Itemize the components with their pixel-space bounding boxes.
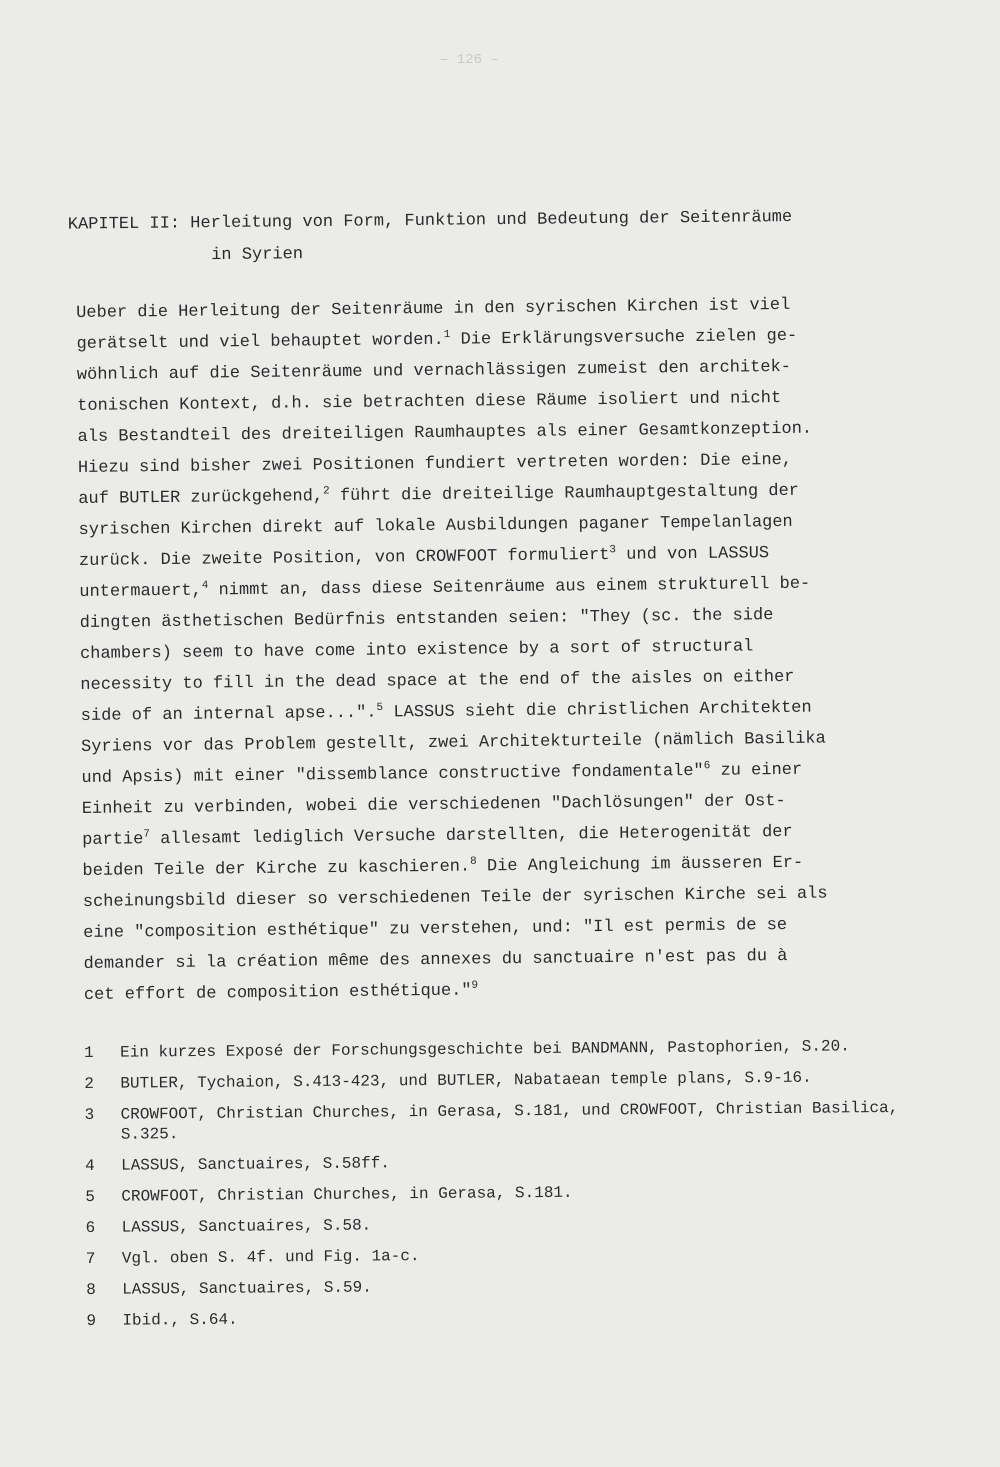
body-text-segment: Syriens vor das Problem gestellt, zwei Architekturteile (nämlich Basilika [80, 729, 826, 757]
page-number: – 126 – [440, 52, 499, 68]
footnote-number: 7 [85, 1249, 96, 1268]
footnote-number: 5 [85, 1187, 96, 1206]
body-text-segment: als Bestandteil des dreiteiligen Raumhauptes als einer Gesamtkonzeption. [77, 419, 813, 447]
footnote-item [85, 1097, 965, 1145]
footnote-text: LASSUS, Sanctuaires, S.58ff. [120, 1154, 390, 1175]
footnote-number: 4 [84, 1156, 95, 1175]
body-text-segment: untermauert, [79, 581, 202, 602]
chapter-heading-line2: in Syrien [211, 245, 304, 266]
body-text-segment: side of an internal apse...". [80, 703, 377, 726]
footnote-ref[interactable]: 8 [470, 855, 477, 868]
footnote-text: LASSUS, Sanctuaires, S.59. [122, 1278, 372, 1299]
body-text-segment: LASSUS sieht die christlichen Architekten [383, 698, 812, 723]
footnote-number: 8 [86, 1280, 96, 1299]
body-text-segment: syrischen Kirchen direkt auf lokale Ausbildungen paganer Tempelanlagen [78, 512, 793, 540]
body-text [76, 288, 939, 1011]
footnote-text: LASSUS, Sanctuaires, S.58. [121, 1216, 372, 1237]
body-text-segment: gerätselt und viel behauptet worden. [76, 330, 444, 354]
body-text-segment: zu einer [710, 760, 803, 781]
footnote-text: BUTLER, Tychaion, S.413-423, und BUTLER, Nabataean temple plans, S.9-16. [120, 1068, 812, 1093]
footnote-item [84, 1066, 964, 1094]
body-text-segment: wöhnlich auf die Seitenräume und vernachlässigen zumeist den architek- [76, 357, 792, 385]
footnote-item [85, 1148, 965, 1176]
body-text-segment: necessity to fill in the dead space at the end of the aisles on either [80, 667, 795, 695]
body-text-segment: partie [82, 830, 144, 850]
footnote-item [86, 1241, 966, 1269]
chapter-heading-line1: KAPITEL II: Herleitung von Form, Funktion und Bedeutung der Seitenräume [67, 208, 793, 235]
footnote-ref[interactable]: 5 [376, 701, 384, 714]
body-text-segment: Einheit zu verbinden, wobei die verschiedenen "Dachlösungen" der Ost- [81, 791, 786, 819]
footnote-number: 3 [84, 1105, 95, 1124]
footnote-number: 9 [86, 1311, 97, 1330]
chapter-heading [68, 200, 949, 273]
footnote-number: 2 [84, 1074, 95, 1093]
footnote-ref[interactable]: 9 [471, 979, 479, 992]
body-text-segment: demander si la création même des annexes du sanctuaire n'est pas du à [83, 946, 788, 974]
body-text-segment: und von LASSUS [615, 544, 770, 565]
body-text-segment: auf BUTLER zurückgehend, [78, 487, 324, 509]
body-text-segment: tonischen Kontext, d.h. sie betrachten diese Räume isoliert und nicht [77, 389, 782, 416]
body-text-segment: Hiezu sind bisher zwei Positionen fundiert vertreten worden: Die eine, [77, 450, 793, 478]
body-text-segment: Die Erklärungsversuche zielen ge- [450, 326, 798, 350]
body-text-segment: nimmt an, dass diese Seitenräume aus einem strukturell be- [208, 574, 811, 601]
body-text-segment: beiden Teile der Kirche zu kaschieren. [82, 857, 471, 881]
footnote-ref[interactable]: 6 [703, 760, 711, 773]
body-text-segment: Die Angleichung im äusseren Er- [476, 853, 804, 877]
body-text-segment: dingten ästhetischen Bedürfnis entstanden seien: "They (sc. the side [79, 606, 774, 633]
footnote-item [86, 1303, 966, 1331]
body-text-segment: Ueber die Herleitung der Seitenräume in den syrischen Kirchen ist viel [76, 295, 791, 323]
footnote-ref[interactable]: 2 [322, 485, 330, 498]
footnote-text: Vgl. oben S. 4f. und Fig. 1a-c. [121, 1247, 420, 1268]
body-text-segment: eine "composition esthétique" zu verstehen, und: "Il est permis de se [83, 915, 788, 943]
footnote-ref[interactable]: 3 [609, 544, 617, 557]
footnote-ref[interactable]: 7 [143, 828, 150, 841]
footnote-number: 1 [84, 1043, 94, 1062]
footnote-text: CROWFOOT, Christian Churches, in Gerasa, S.181. [121, 1183, 573, 1206]
body-text-segment: allesamt lediglich Versuche darstellten, die Heterogenität der [149, 822, 793, 850]
body-text-segment: und Apsis) mit einer "dissemblance constructive fondamentale" [81, 761, 704, 788]
body-text-segment: chambers) seem to have come into existence by a sort of structural [79, 637, 754, 664]
body-text-segment: führt die dreiteilige Raumhauptgestaltung der [329, 481, 800, 507]
body-text-segment: zurück. Die zweite Position, von CROWFOOT formuliert [78, 545, 610, 571]
footnote-item [86, 1210, 966, 1238]
footnote-item [85, 1179, 965, 1207]
footnotes [84, 1035, 967, 1342]
footnote-ref[interactable]: 1 [443, 329, 451, 342]
footnote-item [86, 1272, 966, 1300]
body-text-segment: cet effort de composition esthétique." [83, 981, 472, 1005]
footnote-text: CROWFOOT, Christian Churches, in Gerasa, S.181, und CROWFOOT, Christian Basilica, S.325. [120, 1098, 899, 1144]
footnote-ref[interactable]: 4 [201, 579, 209, 592]
body-text-segment: scheinungsbild dieser so verschiedenen Teile der syrischen Kirche sei als [82, 884, 828, 912]
footnote-text: Ibid., S.64. [122, 1310, 238, 1330]
footnote-text: Ein kurzes Exposé der Forschungsgeschichte bei BANDMANN, Pastophorien, S.20. [120, 1037, 850, 1062]
footnote-number: 6 [85, 1218, 96, 1237]
